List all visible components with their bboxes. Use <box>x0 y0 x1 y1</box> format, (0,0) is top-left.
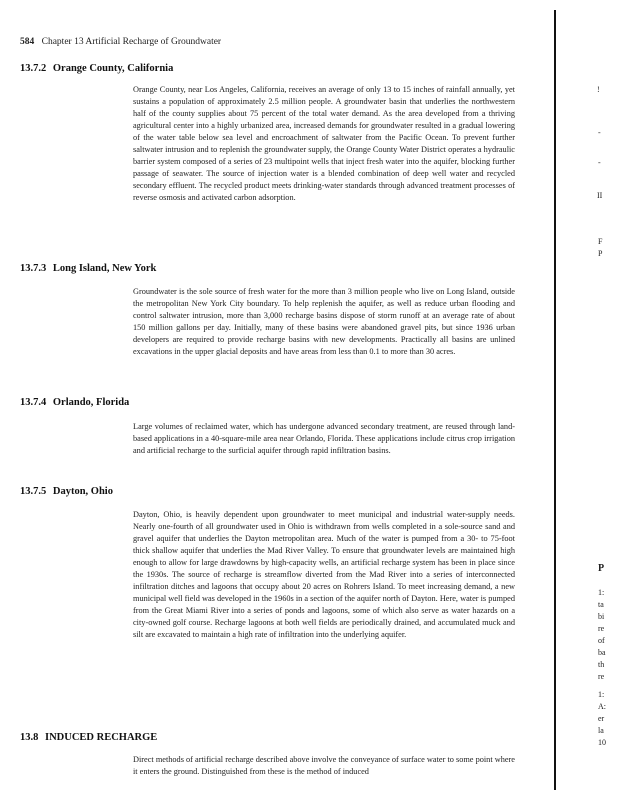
binding-line <box>554 10 556 790</box>
section-heading-orange-county <box>20 63 173 74</box>
facing-page-fragment: II <box>597 191 603 200</box>
section-body-orlando: Large volumes of reclaimed water, which has undergone advanced secondary treatment, are reused through land-based applications in a 40-square-mile area near Orlando, Florida. These applications include citrus crop irrigation and artificial recharge to the surficial aquifer through rapid infiltration basins. <box>133 422 515 455</box>
section-title: Dayton, Ohio <box>52 486 113 497</box>
facing-page-fragment: 10 <box>598 738 606 747</box>
section-number: 13.7.2 <box>20 63 47 74</box>
section-heading-dayton <box>20 486 113 497</box>
facing-page-fragment: ba <box>598 648 606 657</box>
facing-page-fragment: re <box>598 672 605 681</box>
facing-page-fragment: 1: <box>598 690 605 699</box>
section-title: Orange County, California <box>52 63 174 74</box>
facing-page-fragment: re <box>598 624 605 633</box>
section-body-long-island: Groundwater is the sole source of fresh water for the more than 3 million people who live on Long Island, outside the metropolitan New York City boundary. To help replenish the aquifer, as well as reduce urban flooding and control saltwater intrusion, more than 3,000 recharge basins dispose of storm runoff at an average rate of about 150 million gallons per day. Initially, many of these basins were abandoned gravel pits, but since 1936 urban developers are required to provide recharge basins with new developments. Practically all basins are unlined excavations in the upper glacial deposits and have areas from less than 0.1 to more than 30 acres. <box>133 287 515 356</box>
section-heading-induced-recharge <box>20 732 157 743</box>
section-number: 13.7.5 <box>20 486 47 497</box>
facing-page-fragment: er <box>598 714 605 723</box>
section-body-induced-recharge: Direct methods of artificial recharge described above involve the conveyance of surface water to some point where it enters the ground. Distinguished from these is the method of induced <box>133 755 515 776</box>
section-number: 13.8 <box>20 732 39 743</box>
facing-page-fragment: P <box>598 249 603 258</box>
page-header <box>20 37 221 47</box>
facing-page-fragment: ta <box>598 600 604 609</box>
section-body-orange-county: Orange County, near Los Angeles, California, receives an average of only 13 to 15 inches of rainfall annually, yet sustains a population of approximately 2.5 million people. A groundwater basin that underlies the northwestern half of the county supplies about 75 percent of the total water demand. As the area developed from a thriving agricultural center into a highly urbanized area, increased demands for groundwater resulted in a gradual lowering of the water table below sea level and encroachment of saltwater from the Pacific Ocean. To prevent further saltwater intrusion and to replenish the groundwater supply, the Orange County Water District operates a hydraulic barrier system composed of a series of 23 multipoint wells that inject fresh water into the aquifer, blocking further passage of seawater. The source of injection water is a blended combination of deep well water and recycled secondary effluent. The recycled product meets drinking-water standards through advanced treatment processes of reverse osmosis and activated carbon adsorption. <box>133 85 515 202</box>
section-number: 13.7.4 <box>20 397 47 408</box>
facing-page-fragment: F <box>598 237 603 246</box>
facing-page-fragment: ! <box>597 85 600 94</box>
facing-page-fragment: of <box>598 636 605 645</box>
running-title: Chapter 13 Artificial Recharge of Groundwater <box>41 37 222 47</box>
facing-page-fragment: th <box>598 660 605 669</box>
section-title: Orlando, Florida <box>52 397 130 408</box>
facing-page-fragment: 1: <box>598 588 605 597</box>
section-heading-orlando <box>20 397 129 408</box>
section-heading-long-island <box>20 263 156 274</box>
facing-page-fragment: - <box>598 158 601 167</box>
facing-page-fragment: - <box>598 128 601 137</box>
section-title: INDUCED RECHARGE <box>45 732 158 743</box>
page-number: 584 <box>20 37 35 47</box>
facing-page-fragment: bi <box>598 612 605 621</box>
section-title: Long Island, New York <box>52 263 157 274</box>
section-body-dayton: Dayton, Ohio, is heavily dependent upon groundwater to meet municipal and industrial water-supply needs. Nearly one-fourth of all groundwater used in Ohio is withdrawn from wells completed in a sole-source sand and gravel aquifer that underlies the Dayton metropolitan area. Much of the water is pumped from a 30- to 75-foot thick shallow aquifer that underlies the Mad River Valley. To ensure that groundwater levels are maintained high enough to allow for large drawdowns by high-capacity wells, an artificial recharge system has been in place since the 1930s. The source of recharge is streamflow diverted from the Mad River into a series of interconnected infiltration ditches and lagoons that occupy about 20 acres on Rohrers Island. To meet increasing demand, a new municipal well field was developed in the 1960s in a section of the aquifer north of Dayton. Here, water is pumped from the Great Miami River into a series of ponds and lagoons, some of which also serve as water hazards on a city-owned golf course. Recharge lagoons at both well fields are periodically drained, and accumulated muck and silt are excavated to maintain a high rate of infiltration into the underlying aquifer. <box>133 510 515 639</box>
facing-page-edge <box>552 0 617 800</box>
section-number: 13.7.3 <box>20 263 47 274</box>
facing-page-fragment: A: <box>598 702 606 711</box>
facing-page-fragment: la <box>598 726 604 735</box>
facing-page-fragment: P <box>598 563 605 574</box>
